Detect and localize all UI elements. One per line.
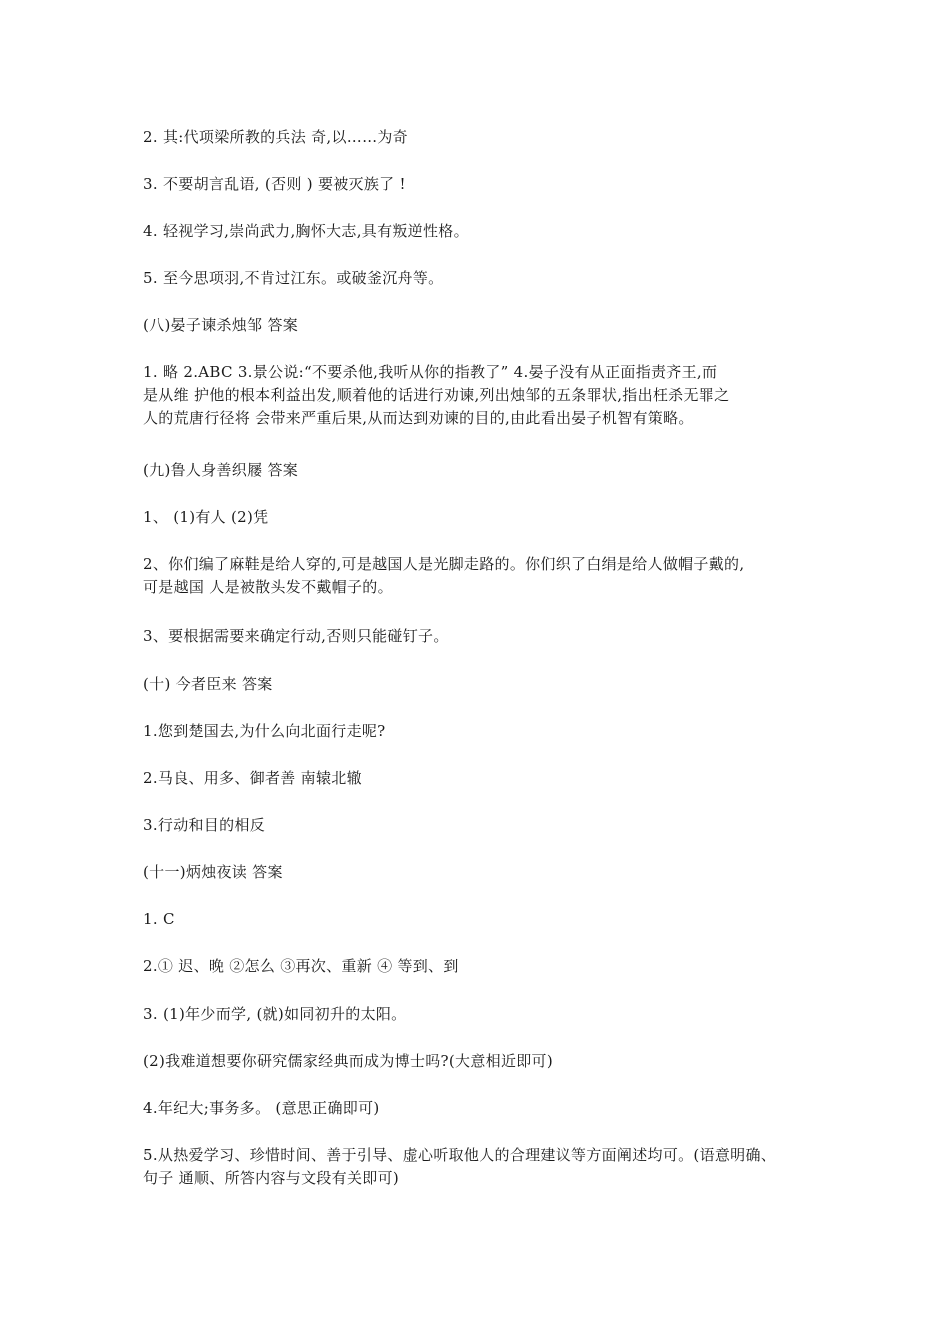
answer-line: 4. 轻视学习,崇尚武力,胸怀大志,具有叛逆性格。 [143, 222, 469, 240]
answer-line: (2)我难道想要你研究儒家经典而成为博士吗?(大意相近即可) [143, 1052, 553, 1070]
answer-line: 3. (1)年少而学, (就)如同初升的太阳。 [143, 1005, 407, 1023]
answer-line: 2.马良、用多、御者善 南辕北辙 [143, 769, 362, 787]
answer-line: 1. C [143, 910, 175, 928]
section-heading: (十一)炳烛夜读 答案 [143, 863, 283, 881]
section-heading: (八)晏子谏杀烛邹 答案 [143, 316, 299, 334]
answer-line: 3.行动和目的相反 [143, 816, 266, 834]
answer-paragraph: 1. 略 2.ABC 3.景公说:“不要杀他,我听从你的指教了” 4.晏子没有从正面指责齐王,而 是从维 护他的根本利益出发,顺着他的话进行劝谏,列出烛邹的五条罪状,指出枉杀无罪之 人的荒唐行径将 会带来严重后果,从而达到劝谏的目的,由此看出晏子机智有策略。 [143, 363, 730, 427]
answer-line: 5. 至今思项羽,不肯过江东。或破釜沉舟等。 [143, 269, 444, 287]
answer-line: 2.① 迟、晚 ②怎么 ③再次、重新 ④ 等到、到 [143, 957, 459, 975]
section-heading: (十) 今者臣来 答案 [143, 675, 273, 693]
section-heading: (九)鲁人身善织屦 答案 [143, 461, 299, 479]
answer-line: 2. 其:代项梁所教的兵法 奇,以……为奇 [143, 128, 408, 146]
answer-line: 4.年纪大;事务多。 (意思正确即可) [143, 1099, 380, 1117]
answer-line: 1、 (1)有人 (2)凭 [143, 508, 269, 526]
answer-line: 1.您到楚国去,为什么向北面行走呢? [143, 722, 386, 740]
answer-line: 3. 不要胡言乱语, (否则 ) 要被灭族了 ! [143, 175, 406, 193]
answer-line: 3、要根据需要来确定行动,否则只能碰钉子。 [143, 627, 449, 645]
answer-paragraph: 2、你们编了麻鞋是给人穿的,可是越国人是光脚走路的。你们织了白绢是给人做帽子戴的, 可是越国 人是被散头发不戴帽子的。 [143, 555, 745, 596]
answer-paragraph: 5.从热爱学习、珍惜时间、善于引导、虚心听取他人的合理建议等方面阐述均可。(语意明确、 句子 通顺、所答内容与文段有关即可) [143, 1146, 777, 1187]
